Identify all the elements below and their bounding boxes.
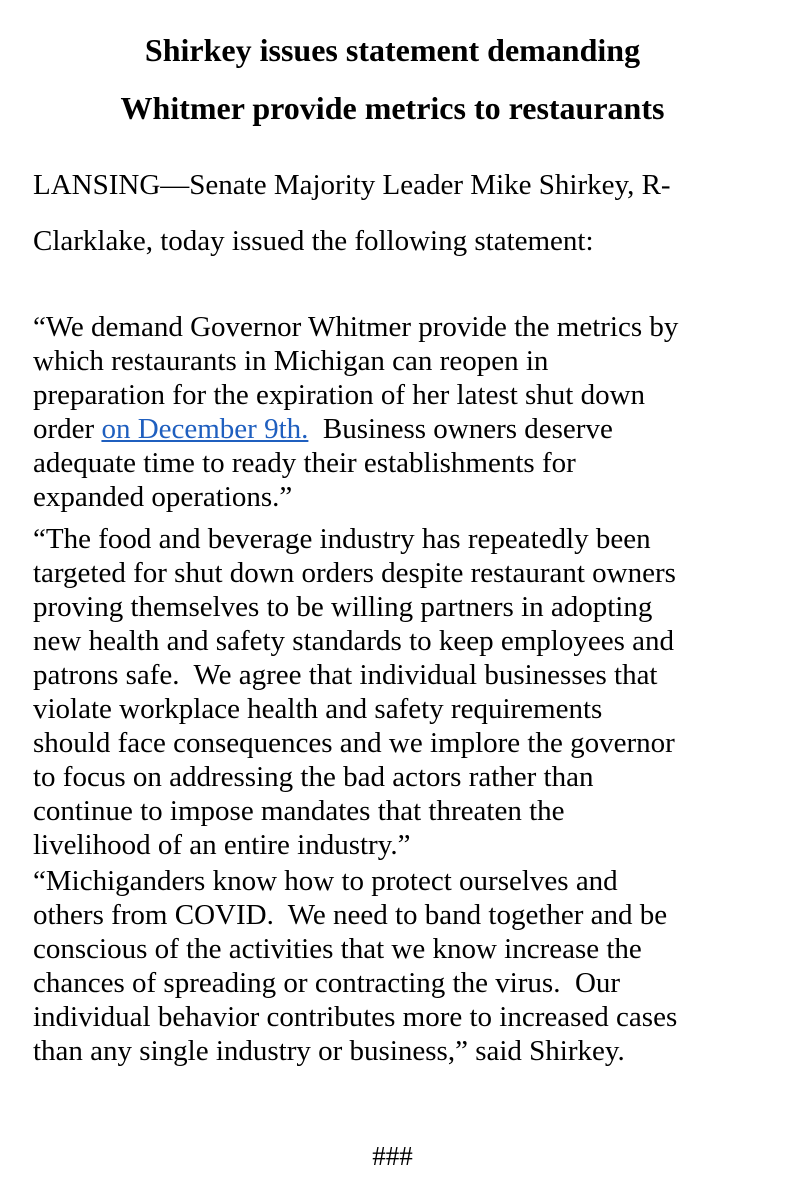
paragraph-line: continue to impose mandates that threaten the: [33, 795, 565, 827]
line-suffix: Business owners deserve: [308, 413, 613, 445]
paragraph-line: which restaurants in Michigan can reopen in: [33, 345, 549, 377]
paragraph-line: proving themselves to be willing partners in adopting: [33, 591, 653, 623]
paragraph-line: preparation for the expiration of her latest shut down: [33, 379, 646, 411]
paragraph-line: than any single industry or business,” said Shirkey.: [33, 1035, 625, 1067]
paragraph-line: “Michiganders know how to protect ourselves and: [33, 865, 618, 897]
line-prefix: order: [33, 413, 102, 445]
december-9th-link[interactable]: on December 9th.: [101, 413, 309, 445]
paragraph-line: conscious of the activities that we know increase the: [33, 933, 642, 965]
end-mark: ###: [372, 1141, 413, 1171]
paragraph-line: new health and safety standards to keep employees and: [33, 625, 675, 657]
paragraph-line: others from COVID. We need to band together and be: [33, 899, 668, 931]
paragraph-line: chances of spreading or contracting the virus. Our: [33, 967, 621, 999]
paragraph-line: patrons safe. We agree that individual businesses that: [33, 659, 658, 691]
dateline-line-2: Clarklake, today issued the following statement:: [33, 225, 594, 257]
paragraph-line: targeted for shut down orders despite restaurant owners: [33, 557, 676, 589]
paragraph-line: adequate time to ready their establishments for: [33, 447, 576, 479]
statement-paragraph-2: [33, 522, 773, 862]
paragraph-line: individual behavior contributes more to increased cases: [33, 1001, 678, 1033]
paragraph-line: should face consequences and we implore the governor: [33, 727, 675, 759]
paragraph-line: expanded operations.”: [33, 481, 293, 513]
paragraph-line-with-link: [33, 412, 773, 446]
headline-line-2: Whitmer provide metrics to restaurants: [120, 90, 665, 126]
paragraph-line: to focus on addressing the bad actors rather than: [33, 761, 594, 793]
paragraph-line: livelihood of an entire industry.”: [33, 829, 411, 861]
paragraph-line: “We demand Governor Whitmer provide the metrics by: [33, 311, 679, 343]
paragraph-line: violate workplace health and safety requirements: [33, 693, 603, 725]
statement-paragraph-1: [33, 310, 773, 514]
headline-line-1: Shirkey issues statement demanding: [144, 32, 641, 68]
dateline-line-1: LANSING—Senate Majority Leader Mike Shirkey, R-: [33, 169, 671, 201]
statement-paragraph-3: [33, 864, 773, 1068]
paragraph-line: “The food and beverage industry has repeatedly been: [33, 523, 651, 555]
